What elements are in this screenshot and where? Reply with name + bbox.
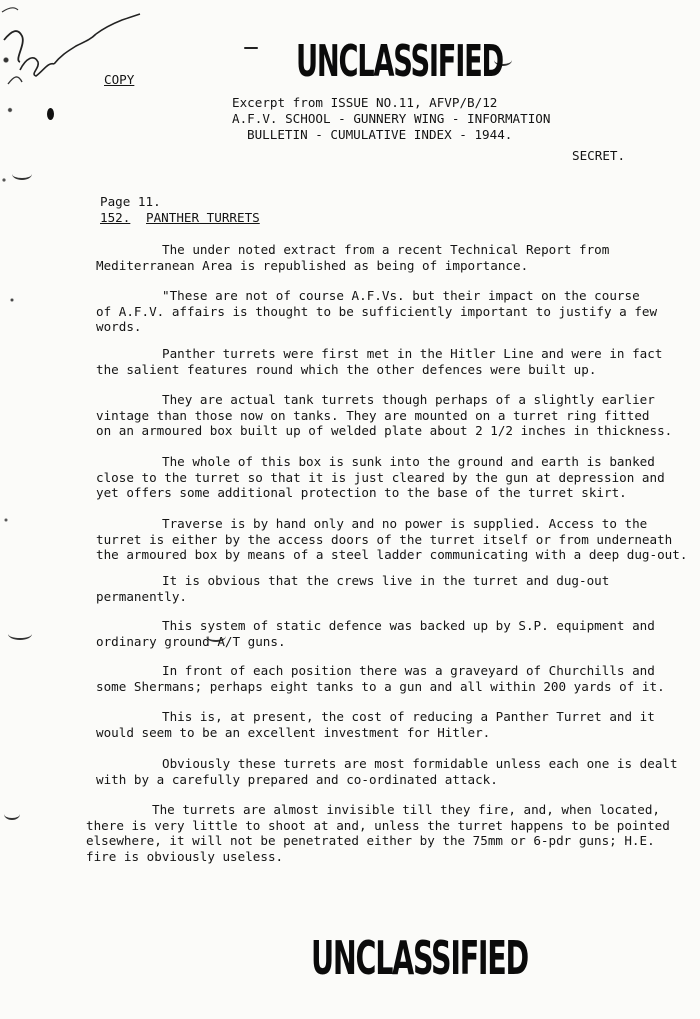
paragraph-4 [96,392,676,439]
text-line: Traverse is by hand only and no power is supplied. Access to the [162,516,648,531]
text-line: Mediterranean Area is republished as being of importance. [96,257,529,273]
text-line: This is, at present, the cost of reducing a Panther Turret and it [162,709,655,724]
excerpt-line-3: BULLETIN - CUMULATIVE INDEX - 1944. [247,127,513,142]
excerpt-line-2: A.F.V. SCHOOL - GUNNERY WING - INFORMATION [232,111,551,126]
paragraph-5 [96,454,676,501]
scan-edge-noise [0,0,32,1019]
text-line: with by a carefully prepared and co-ordinated attack. [96,771,498,787]
text-line: yet offers some additional protection to the base of the turret skirt. [96,485,627,500]
text-line: permanently. [96,588,187,604]
scan-mark [4,808,20,820]
paragraph-8 [96,618,676,649]
paragraph-11 [96,756,676,787]
handwritten-signature [0,0,150,110]
page-reference: Page 11. [100,194,161,209]
text-line: on an armoured box built up of welded plate about 2 1/2 inches in thickness. [96,423,673,438]
text-line: elsewhere, it will not be penetrated either by the 75mm or 6-pdr guns; H.E. [86,833,655,848]
text-line: would seem to be an excellent investment for Hitler. [96,724,491,740]
punch-hole-mark [47,108,54,120]
paragraph-3 [96,346,676,377]
text-line: They are actual tank turrets though perhaps of a slightly earlier [162,392,655,407]
text-line: In front of each position there was a graveyard of Churchills and [162,663,655,678]
classification-label: SECRET. [572,148,626,163]
text-line: there is very little to shoot at and, unless the turret happens to be pointed [86,817,670,833]
unclassified-stamp-top: UNCLASSIFIED [296,36,503,87]
text-line: This system of static defence was backed up by S.P. equipment and [162,618,655,633]
document-title: PANTHER TURRETS [146,210,260,225]
text-line: Obviously these turrets are most formidable unless each one is dealt [162,756,678,771]
text-line: the armoured box by means of a steel ladder communicating with a deep dug-out. [96,547,688,562]
paragraph-1 [96,242,676,273]
text-line: words. [96,319,142,334]
scan-mark [244,47,258,49]
text-line: the salient features round which the other defences were built up. [96,361,597,377]
text-line: "These are not of course A.F.Vs. but their impact on the course [162,288,640,303]
paragraph-9 [96,663,676,694]
paragraph-2 [96,288,676,335]
scan-mark [8,628,32,640]
unclassified-stamp-bottom: UNCLASSIFIED [311,931,528,985]
paragraph-6 [96,516,688,563]
paragraph-7 [96,573,676,604]
text-line: The turrets are almost invisible till they fire, and, when located, [152,802,660,817]
text-line: ordinary ground A/T guns. [96,633,286,649]
text-line: some Shermans; perhaps eight tanks to a gun and all within 200 yards of it. [96,678,665,694]
text-line: close to the turret so that it is just cleared by the gun at depression and [96,469,665,485]
excerpt-line-1: Excerpt from ISSUE NO.11, AFVP/B/12 [232,95,498,110]
text-line: fire is obviously useless. [86,848,284,864]
text-line: It is obvious that the crews live in the turret and dug-out [162,573,610,588]
item-number: 152. [100,210,131,225]
text-line: The whole of this box is sunk into the ground and earth is banked [162,454,655,469]
text-line: vintage than those now on tanks. They are mounted on a turret ring fitted [96,407,650,423]
copy-label: COPY [104,72,135,87]
text-line: turret is either by the access doors of the turret itself or from underneath [96,531,673,547]
paragraph-12 [86,802,670,864]
text-line: The under noted extract from a recent Technical Report from [162,242,610,257]
scan-mark [12,168,32,180]
text-line: of A.F.V. affairs is thought to be sufficiently important to justify a few [96,303,658,319]
text-line: Panther turrets were first met in the Hitler Line and were in fact [162,346,663,361]
paragraph-10 [96,709,676,740]
